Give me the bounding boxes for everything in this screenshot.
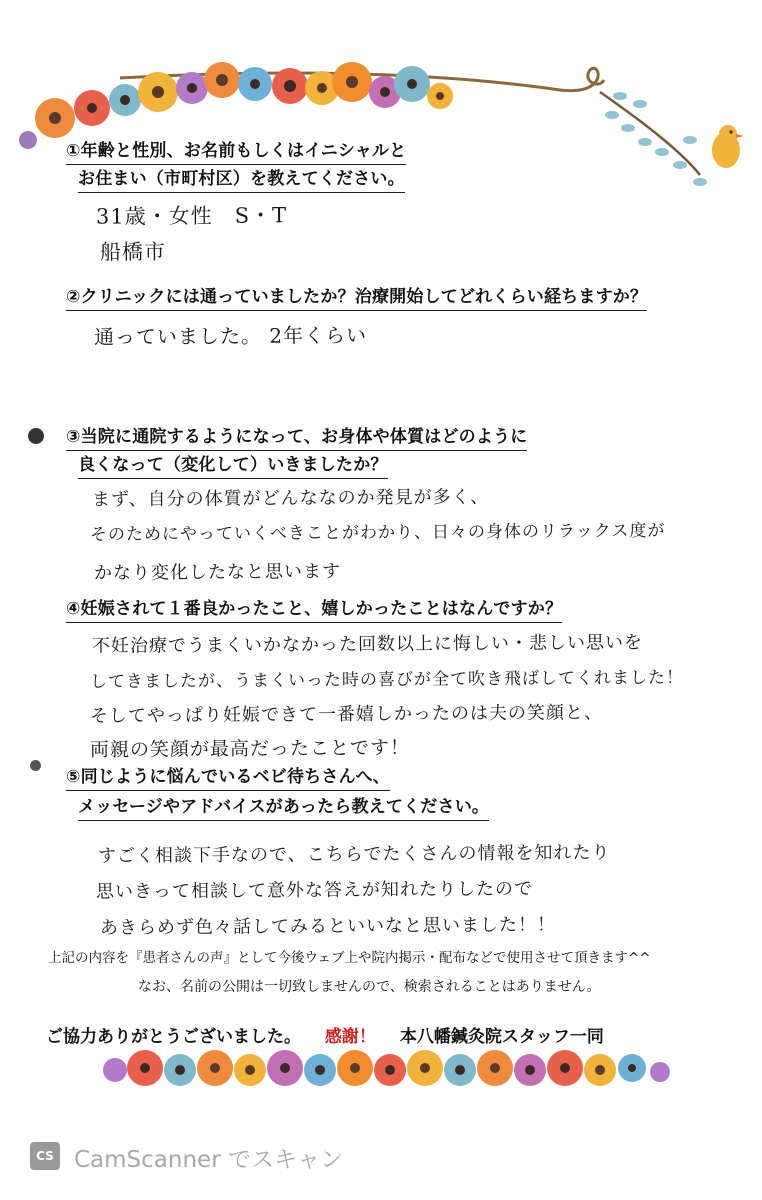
answer-3-line-2: そのためにやっていくべきことがわかり、日々の身体のリラックス度が [89, 520, 666, 546]
question-4: ④妊娠されて１番良かったこと、嬉しかったことはなんですか？ [66, 596, 562, 623]
answer-4-line-2: してきましたが、うまくいった時の喜びが全て吹き飛ばしてくれました！ [89, 667, 685, 693]
answer-4-line-3: そしてやっぱり妊娠できて一番嬉しかったのは夫の笑顔と、 [89, 702, 604, 727]
question-5-line-1: ⑤同じように悩んでいるベビ待ちさんへ、 [66, 764, 390, 791]
usage-note-line-1: 上記の内容を『患者さんの声』として今後ウェブ上や院内掲示・配布などで使用させて頂きます^^ [48, 950, 651, 966]
answer-2: 通っていました。 2年くらい [93, 323, 368, 349]
camscanner-logo-icon: CS [30, 1142, 60, 1170]
question-1-line-1: ①年齢と性別、お名前もしくはイニシャルと [66, 138, 406, 165]
answer-4-line-4: 両親の笑顔が最高だったことです！ [89, 736, 411, 762]
answer-4-line-1: 不妊治療でうまくいかなかった回数以上に悔しい・悲しい思いを [91, 632, 644, 657]
question-5-line-2: メッセージやアドバイスがあったら教えてください。 [78, 794, 489, 821]
question-3-line-1: ③当院に通院するようになって、お身体や体質はどのように [66, 424, 527, 451]
answer-1-city: 船橋市 [99, 239, 167, 265]
thanks-text: ご協力ありがとうございました。 [46, 1027, 301, 1047]
answer-1-age-gender-initials: 31歳・女性 S・T [95, 203, 288, 229]
binder-hole-mark [30, 760, 41, 771]
flower-garland-bottom-icon [0, 1040, 762, 1100]
answer-5-line-1: すごく相談下手なので、こちらでたくさんの情報を知れたり [97, 842, 611, 867]
clinic-staff-signature: 本八幡鍼灸院スタッフ一同 [399, 1027, 604, 1047]
camscanner-watermark-text: CamScanner でスキャン [74, 1147, 343, 1173]
answer-5-line-3: あきらめず色々話してみるといいなと思いました！！ [99, 914, 557, 939]
answer-3-line-3: かなり変化したなと思います [93, 561, 342, 584]
question-2: ②クリニックには通っていましたか？治療開始してどれくらい経ちますか？ [66, 284, 647, 311]
answer-5-line-2: 思いきって相談して意外な答えが知れたりしたので [95, 878, 534, 903]
binder-hole-mark [28, 428, 44, 444]
answer-3-line-1: まず、自分の体質がどんななのか発見が多く、 [91, 486, 490, 511]
question-1-line-2: お住まい（市町村区）を教えてください。 [78, 166, 405, 193]
question-3-line-2: 良くなって（変化して）いきましたか？ [78, 452, 388, 479]
usage-note-line-2: なお、名前の公開は一切致しませんので、検索されることはありません。 [138, 979, 601, 995]
thanks-emphasis: 感謝！ [324, 1027, 376, 1047]
